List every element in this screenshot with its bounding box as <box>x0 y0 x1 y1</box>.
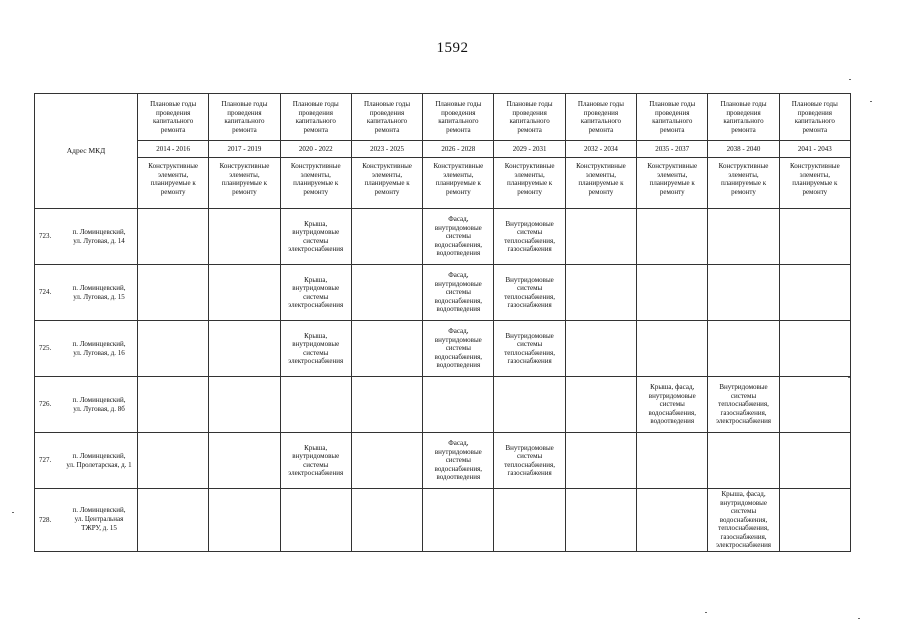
elements-cell <box>565 377 636 433</box>
table-row <box>35 377 851 433</box>
scan-speck <box>858 618 860 619</box>
elements-cell <box>637 265 708 321</box>
period-header: 2032 - 2034 <box>565 141 636 158</box>
elements-cell <box>423 489 494 552</box>
planned-years-header: Плановые годы проведения капитального ремонта <box>423 94 494 141</box>
elements-cell <box>423 209 494 265</box>
row-number: 726. <box>39 400 52 409</box>
elements-cell <box>494 377 565 433</box>
elements-cell <box>494 265 565 321</box>
elements-cell <box>280 321 351 377</box>
header-row-planned-years <box>35 94 851 141</box>
header-row-elements <box>35 158 851 209</box>
elements-cell <box>779 489 850 552</box>
period-header: 2017 - 2019 <box>209 141 280 158</box>
elements-header: Конструктивные элементы, планируемые к ремонту <box>565 158 636 209</box>
address-cell <box>35 489 138 552</box>
table-row <box>35 209 851 265</box>
period-header: 2023 - 2025 <box>351 141 422 158</box>
table-row <box>35 265 851 321</box>
planned-years-header: Плановые годы проведения капитального ремонта <box>351 94 422 141</box>
planned-years-header: Плановые годы проведения капитального ремонта <box>280 94 351 141</box>
elements-cell <box>779 321 850 377</box>
elements-cell <box>494 209 565 265</box>
elements-cell-text: Фасад, внутридомовые системы водоснабжения, водоотведения <box>434 215 483 258</box>
period-header: 2020 - 2022 <box>280 141 351 158</box>
elements-cell <box>351 209 422 265</box>
address-text: п. Ломинцевский, ул. Луговая, д. 14 <box>72 227 126 245</box>
row-number: 723. <box>39 232 52 241</box>
address-text: п. Ломинцевский, ул. Луговая, д. 16 <box>72 339 126 357</box>
period-header: 2035 - 2037 <box>637 141 708 158</box>
elements-cell-text: Внутридомовые системы теплоснабжения, газоснабжения <box>504 443 555 477</box>
elements-cell <box>138 433 209 489</box>
elements-cell <box>423 377 494 433</box>
capital-repair-table <box>34 93 851 552</box>
elements-cell <box>423 433 494 489</box>
elements-cell-text: Фасад, внутридомовые системы водоснабжения, водоотведения <box>434 271 483 314</box>
elements-cell <box>209 489 280 552</box>
elements-cell <box>280 433 351 489</box>
planned-years-header: Плановые годы проведения капитального ремонта <box>138 94 209 141</box>
period-header: 2041 - 2043 <box>779 141 850 158</box>
elements-cell-text: Фасад, внутридомовые системы водоснабжения, водоотведения <box>434 439 483 482</box>
elements-cell <box>708 321 779 377</box>
elements-cell <box>637 489 708 552</box>
elements-cell <box>280 209 351 265</box>
address-text: п. Ломинцевский, ул. Луговая, д. 8б <box>72 395 126 413</box>
period-header: 2038 - 2040 <box>708 141 779 158</box>
header-row-periods <box>35 141 851 158</box>
row-number: 728. <box>39 515 52 524</box>
elements-cell-text: Крыша, внутридомовые системы электроснабжения <box>288 331 344 365</box>
elements-cell <box>423 321 494 377</box>
address-cell <box>35 209 138 265</box>
elements-cell-text: Внутридомовые системы теплоснабжения, газоснабжения <box>504 275 555 309</box>
elements-cell-text: Крыша, фасад, внутридомовые системы водоснабжения, водоотведения <box>648 383 696 426</box>
page-number: 1592 <box>436 40 469 56</box>
planned-years-header: Плановые годы проведения капитального ремонта <box>209 94 280 141</box>
scan-speck <box>848 377 850 378</box>
elements-header: Конструктивные элементы, планируемые к ремонту <box>423 158 494 209</box>
elements-cell <box>138 321 209 377</box>
elements-cell-text: Крыша, внутридомовые системы электроснабжения <box>288 443 344 477</box>
address-cell <box>35 377 138 433</box>
elements-cell <box>708 433 779 489</box>
elements-cell-text: Крыша, внутридомовые системы электроснабжения <box>288 219 344 253</box>
elements-cell <box>138 489 209 552</box>
elements-cell <box>494 489 565 552</box>
scan-speck <box>705 612 707 613</box>
elements-cell <box>565 209 636 265</box>
row-number: 725. <box>39 344 52 353</box>
elements-header: Конструктивные элементы, планируемые к ремонту <box>138 158 209 209</box>
elements-cell <box>779 209 850 265</box>
scan-speck <box>12 512 14 513</box>
elements-cell <box>209 321 280 377</box>
scan-speck <box>849 79 851 80</box>
elements-header: Конструктивные элементы, планируемые к ремонту <box>779 158 850 209</box>
elements-cell-text: Крыша, внутридомовые системы электроснабжения <box>288 275 344 309</box>
planned-years-header: Плановые годы проведения капитального ремонта <box>637 94 708 141</box>
elements-cell <box>708 265 779 321</box>
elements-cell <box>138 209 209 265</box>
elements-cell <box>637 377 708 433</box>
elements-cell-text: Внутридомовые системы теплоснабжения, газоснабжения, электроснабжения <box>716 383 772 426</box>
elements-header: Конструктивные элементы, планируемые к ремонту <box>209 158 280 209</box>
elements-cell <box>351 489 422 552</box>
elements-cell <box>351 433 422 489</box>
planned-years-header: Плановые годы проведения капитального ремонта <box>494 94 565 141</box>
address-text: п. Ломинцевский, ул. Пролетарская, д. 1 <box>66 451 132 469</box>
elements-cell <box>351 265 422 321</box>
elements-cell <box>779 433 850 489</box>
elements-cell <box>209 433 280 489</box>
address-text: п. Ломинцевский, ул. Луговая, д. 15 <box>72 283 126 301</box>
scan-speck <box>870 101 872 102</box>
planned-years-header: Плановые годы проведения капитального ремонта <box>708 94 779 141</box>
elements-cell <box>209 377 280 433</box>
elements-cell <box>494 433 565 489</box>
elements-cell-text: Внутридомовые системы теплоснабжения, газоснабжения <box>504 331 555 365</box>
elements-header: Конструктивные элементы, планируемые к ремонту <box>637 158 708 209</box>
elements-cell <box>637 321 708 377</box>
elements-cell <box>351 377 422 433</box>
planned-years-header: Плановые годы проведения капитального ремонта <box>779 94 850 141</box>
row-number: 727. <box>39 456 52 465</box>
elements-cell <box>779 377 850 433</box>
period-header: 2026 - 2028 <box>423 141 494 158</box>
period-header: 2029 - 2031 <box>494 141 565 158</box>
elements-cell <box>494 321 565 377</box>
elements-cell <box>138 265 209 321</box>
address-text: п. Ломинцевский, ул. Центральная ТЖРУ, д. 15 <box>72 506 126 533</box>
elements-cell <box>209 209 280 265</box>
elements-header: Конструктивные элементы, планируемые к ремонту <box>494 158 565 209</box>
row-number: 724. <box>39 288 52 297</box>
table-row <box>35 321 851 377</box>
address-cell <box>35 321 138 377</box>
elements-cell-text: Фасад, внутридомовые системы водоснабжения, водоотведения <box>434 327 483 370</box>
elements-cell <box>708 209 779 265</box>
elements-cell <box>708 489 779 552</box>
elements-cell <box>565 489 636 552</box>
elements-cell-text: Внутридомовые системы теплоснабжения, газоснабжения <box>504 219 555 253</box>
elements-cell <box>423 265 494 321</box>
elements-cell <box>209 265 280 321</box>
address-cell <box>35 265 138 321</box>
elements-cell <box>280 377 351 433</box>
elements-cell <box>565 433 636 489</box>
address-header: Адрес МКД <box>35 94 138 209</box>
table-row <box>35 433 851 489</box>
elements-cell <box>565 321 636 377</box>
elements-cell <box>351 321 422 377</box>
elements-cell <box>779 265 850 321</box>
period-header: 2014 - 2016 <box>138 141 209 158</box>
elements-cell <box>565 265 636 321</box>
table-row <box>35 489 851 552</box>
address-cell <box>35 433 138 489</box>
elements-cell-text: Крыша, фасад, внутридомовые системы водоснабжения, теплоснабжения, газоснабжения, электроснабжения <box>716 490 772 549</box>
planned-years-header: Плановые годы проведения капитального ремонта <box>565 94 636 141</box>
elements-cell <box>637 209 708 265</box>
elements-header: Конструктивные элементы, планируемые к ремонту <box>708 158 779 209</box>
elements-cell <box>280 489 351 552</box>
elements-cell <box>708 377 779 433</box>
elements-cell <box>637 433 708 489</box>
elements-header: Конструктивные элементы, планируемые к ремонту <box>351 158 422 209</box>
elements-cell <box>138 377 209 433</box>
elements-cell <box>280 265 351 321</box>
elements-header: Конструктивные элементы, планируемые к ремонту <box>280 158 351 209</box>
